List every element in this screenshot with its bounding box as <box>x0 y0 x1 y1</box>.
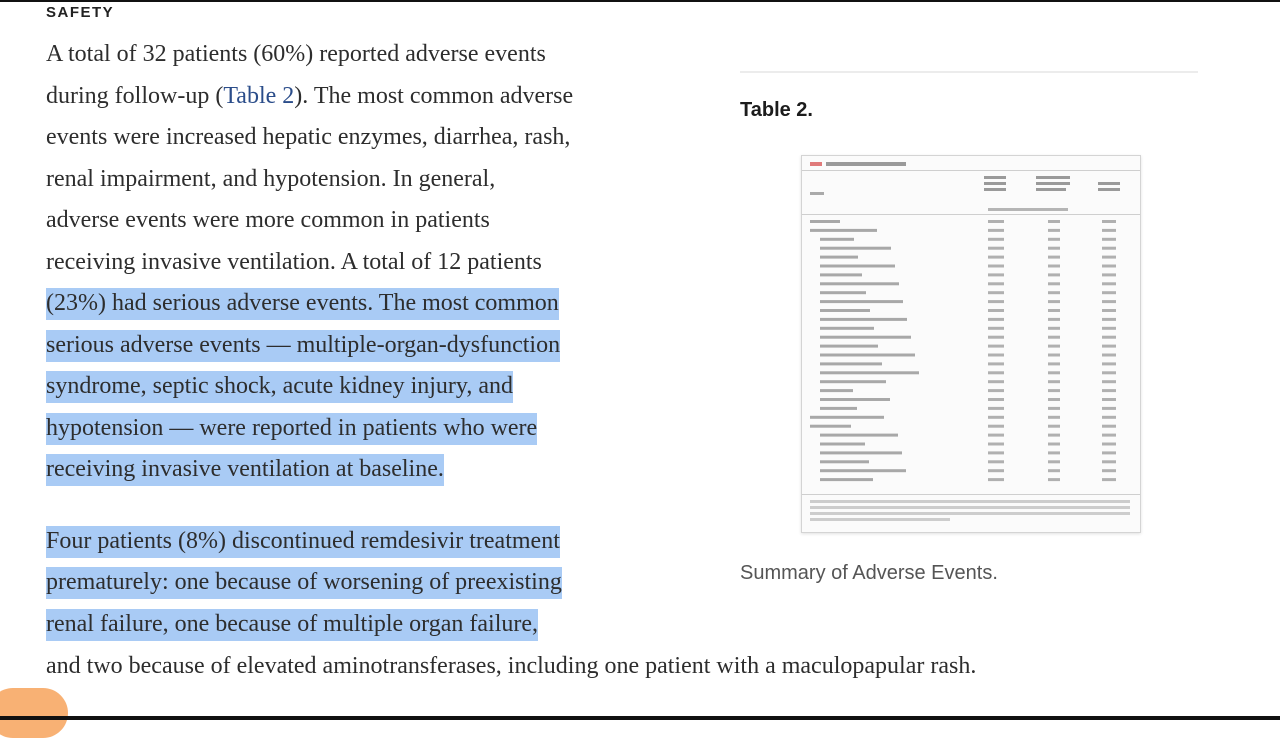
text-line: and two because of elevated aminotransferases, including one patient with a maculopapular rash. <box>46 653 977 679</box>
thumbnail-row-bar <box>1048 273 1060 276</box>
thumbnail-row-bar <box>1102 238 1116 241</box>
text-line: events were increased hepatic enzymes, diarrhea, rash, <box>46 124 571 150</box>
thumbnail-row-bar <box>1048 265 1060 268</box>
thumbnail-row-bar <box>810 229 877 232</box>
thumbnail-row-bar <box>988 220 1004 223</box>
highlighted-line <box>46 562 726 604</box>
thumbnail-row-bar <box>1048 220 1060 223</box>
table-label: Table 2. <box>740 99 813 121</box>
thumbnail-row-bar <box>1102 434 1116 437</box>
thumbnail-row-bar <box>820 354 915 357</box>
thumbnail-row-bar <box>820 247 891 250</box>
thumbnail-row-bar <box>988 247 1004 250</box>
thumbnail-row-bar <box>1048 354 1060 357</box>
thumbnail-row-bar <box>988 291 1004 294</box>
text-segment: during follow-up ( <box>46 82 224 109</box>
thumbnail-row-bar <box>820 265 895 268</box>
thumbnail-row-bar <box>988 371 1004 374</box>
thumbnail-row-bar <box>1102 327 1116 330</box>
thumbnail-row-bar <box>1102 460 1116 463</box>
thumbnail-row-bar <box>820 291 866 294</box>
text-highlight[interactable]: receiving invasive ventilation at baseline. <box>46 454 444 486</box>
thumbnail-row-bar <box>1102 389 1116 392</box>
thumbnail-row-bar <box>988 282 1004 285</box>
corner-badge <box>0 688 68 738</box>
thumbnail-row-bar <box>1102 451 1116 454</box>
thumbnail-row-bar <box>1048 327 1060 330</box>
thumbnail-row-bar <box>988 460 1004 463</box>
thumbnail-row-bar <box>1102 425 1116 428</box>
thumbnail-row-bar <box>1102 362 1116 365</box>
thumbnail-row-bar <box>1048 469 1060 472</box>
highlighted-line <box>46 325 726 367</box>
thumbnail-row-bar <box>1048 460 1060 463</box>
thumbnail-row-bar <box>988 318 1004 321</box>
thumbnail-row-bar <box>820 309 870 312</box>
thumbnail-row-bar <box>1102 256 1116 259</box>
thumbnail-row-bar <box>1048 345 1060 348</box>
thumbnail-row-bar <box>1102 407 1116 410</box>
thumbnail-row-bar <box>820 451 902 454</box>
thumbnail-row-bar <box>988 434 1004 437</box>
thumbnail-row-bar <box>1048 478 1060 481</box>
thumbnail-row-bar <box>1102 469 1116 472</box>
thumbnail-row-bar <box>988 416 1004 419</box>
thumbnail-row-bar <box>820 469 906 472</box>
thumbnail-row-bar <box>1102 371 1116 374</box>
thumbnail-row-bar <box>1048 362 1060 365</box>
highlighted-line <box>46 521 726 563</box>
thumbnail-row-bar <box>988 389 1004 392</box>
thumbnail-row-bar <box>1048 443 1060 446</box>
thumbnail-row-bar <box>1048 416 1060 419</box>
thumbnail-row-bar <box>988 362 1004 365</box>
table-2-link[interactable]: Table 2 <box>223 82 295 109</box>
thumbnail-row-bar <box>1048 425 1060 428</box>
thumbnail-row-bar <box>1048 434 1060 437</box>
thumbnail-row-bar <box>820 238 854 241</box>
thumbnail-row-bar <box>988 229 1004 232</box>
thumbnail-row-bar <box>820 460 869 463</box>
text-highlight[interactable]: syndrome, septic shock, acute kidney injury, and <box>46 371 513 403</box>
thumbnail-row-bar <box>988 354 1004 357</box>
text-highlight[interactable]: Four patients (8%) discontinued remdesivir treatment <box>46 526 560 558</box>
thumbnail-row-bar <box>1048 309 1060 312</box>
thumbnail-row-bar <box>1102 229 1116 232</box>
thumbnail-row-bar <box>1102 354 1116 357</box>
article-body <box>46 34 726 645</box>
text-segment: ). The most common adverse <box>294 82 574 109</box>
text-highlight[interactable]: renal failure, one because of multiple organ failure, <box>46 609 538 641</box>
thumbnail-row-bar <box>988 407 1004 410</box>
thumbnail-row-bar <box>1102 478 1116 481</box>
text-line: renal impairment, and hypotension. In general, <box>46 165 496 192</box>
table-thumbnail[interactable] <box>801 155 1141 533</box>
thumbnail-row-bar <box>988 451 1004 454</box>
thumbnail-row-bar <box>1048 238 1060 241</box>
thumbnail-row-bar <box>988 300 1004 303</box>
text-line: receiving invasive ventilation. A total of 12 patients <box>46 248 542 275</box>
thumbnail-row-bar <box>988 443 1004 446</box>
thumbnail-row-bar <box>988 336 1004 339</box>
thumbnail-row-bar <box>1102 443 1116 446</box>
thumbnail-row-bar <box>1048 371 1060 374</box>
thumbnail-row-bar <box>1102 291 1116 294</box>
thumbnail-row-bar <box>1048 451 1060 454</box>
thumbnail-row-bar <box>1102 265 1116 268</box>
thumbnail-row-bar <box>820 443 865 446</box>
bottom-border <box>0 716 1280 720</box>
thumbnail-row-bar <box>1102 345 1116 348</box>
thumbnail-row-bar <box>988 469 1004 472</box>
thumbnail-row-bar <box>1102 336 1116 339</box>
thumbnail-row-bar <box>1102 398 1116 401</box>
highlighted-line <box>46 408 726 450</box>
thumbnail-row-bar <box>1048 291 1060 294</box>
thumbnail-row-bar <box>820 389 853 392</box>
thumbnail-row-bar <box>820 256 858 259</box>
text-highlight[interactable]: prematurely: one because of worsening of preexisting <box>46 567 562 599</box>
thumbnail-row-bar <box>1102 300 1116 303</box>
thumbnail-row-bar <box>988 238 1004 241</box>
thumbnail-row-bar <box>820 273 862 276</box>
highlighted-line <box>46 449 726 491</box>
thumbnail-row-bar <box>988 273 1004 276</box>
thumbnail-row-bar <box>1048 318 1060 321</box>
thumbnail-row-bar <box>1048 380 1060 383</box>
thumbnail-row-bar <box>1048 398 1060 401</box>
thumbnail-row-bar <box>1102 318 1116 321</box>
highlighted-line <box>46 283 726 325</box>
highlighted-line <box>46 604 726 646</box>
section-heading: SAFETY <box>46 4 115 21</box>
figure-caption: Summary of Adverse Events. <box>740 562 998 584</box>
thumbnail-row-bar <box>1048 407 1060 410</box>
thumbnail-row-bar <box>820 318 907 321</box>
thumbnail-row-bar <box>1048 300 1060 303</box>
thumbnail-row-bar <box>1102 273 1116 276</box>
table-thumbnail-icon <box>802 156 1140 532</box>
thumbnail-row-bar <box>820 398 890 401</box>
thumbnail-row-bar <box>1048 229 1060 232</box>
thumbnail-row-bar <box>1048 247 1060 250</box>
top-border <box>0 0 1280 2</box>
thumbnail-row-bar <box>1102 247 1116 250</box>
thumbnail-row-bar <box>1048 389 1060 392</box>
thumbnail-row-bar <box>988 345 1004 348</box>
thumbnail-row-bar <box>820 345 878 348</box>
thumbnail-row-bar <box>810 425 851 428</box>
thumbnail-row-bar <box>820 407 857 410</box>
thumbnail-row-bar <box>988 256 1004 259</box>
text-highlight[interactable]: (23%) had serious adverse events. The most common <box>46 288 559 320</box>
thumbnail-row-bar <box>988 265 1004 268</box>
thumbnail-row-bar <box>1102 282 1116 285</box>
thumbnail-row-bar <box>810 416 884 419</box>
thumbnail-row-bar <box>1048 256 1060 259</box>
thumbnail-row-bar <box>1048 282 1060 285</box>
thumbnail-row-bar <box>820 380 886 383</box>
paragraph-gap <box>46 491 726 521</box>
thumbnail-row-bar <box>820 478 873 481</box>
thumbnail-row-bar <box>988 398 1004 401</box>
thumbnail-row-bar <box>988 380 1004 383</box>
thumbnail-row-bar <box>820 362 882 365</box>
sidebar-divider <box>740 71 1198 73</box>
thumbnail-row-bar <box>1102 220 1116 223</box>
thumbnail-row-bar <box>820 371 919 374</box>
thumbnail-row-bar <box>1048 336 1060 339</box>
text-highlight[interactable]: hypotension — were reported in patients who were <box>46 413 537 445</box>
thumbnail-rows <box>810 220 1116 481</box>
thumbnail-row-bar <box>1102 416 1116 419</box>
thumbnail-row-bar <box>810 220 840 223</box>
thumbnail-row-bar <box>820 282 899 285</box>
thumbnail-row-bar <box>820 300 903 303</box>
thumbnail-row-bar <box>1102 309 1116 312</box>
text-line <box>46 76 726 118</box>
thumbnail-row-bar <box>988 478 1004 481</box>
text-highlight[interactable]: serious adverse events — multiple-organ-dysfunction <box>46 330 560 362</box>
text-line: A total of 32 patients (60%) reported adverse events <box>46 41 546 67</box>
thumbnail-row-bar <box>820 336 911 339</box>
thumbnail-row-bar <box>988 425 1004 428</box>
highlighted-line <box>46 366 726 408</box>
thumbnail-row-bar <box>1102 380 1116 383</box>
thumbnail-row-bar <box>820 434 898 437</box>
text-line: adverse events were more common in patients <box>46 207 490 233</box>
thumbnail-row-bar <box>820 327 874 330</box>
thumbnail-row-bar <box>988 327 1004 330</box>
thumbnail-row-bar <box>988 309 1004 312</box>
